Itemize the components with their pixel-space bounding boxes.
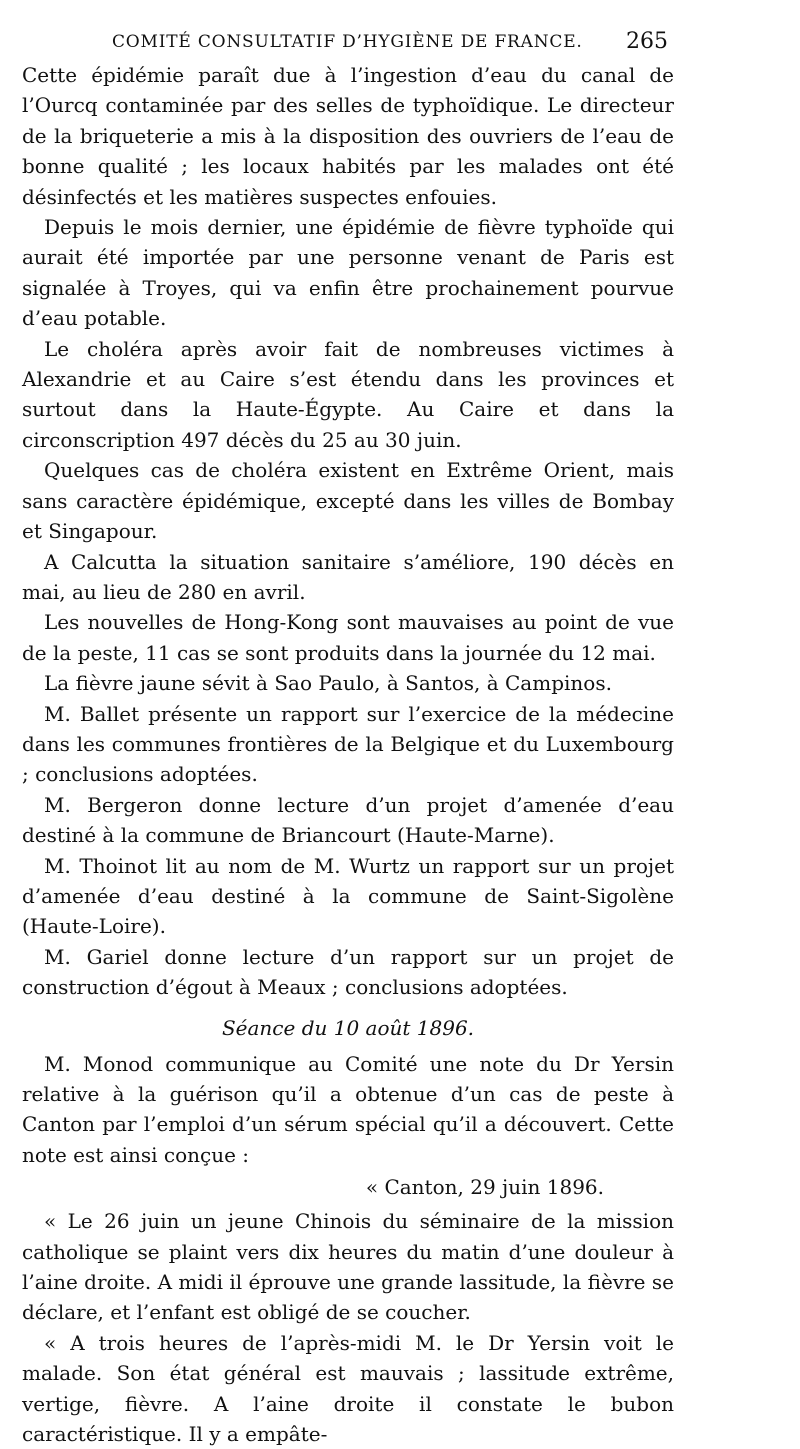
- dateline: « Canton, 29 juin 1896.: [365, 1175, 604, 1200]
- paragraph-hong-kong: Les nouvelles de Hong-Kong sont mauvaises au point de vue de la peste, 11 cas se sont produits dans la journée du 12 mai.: [22, 610, 674, 665]
- paragraph-gariel: M. Gariel donne lecture d’un rapport sur un projet de construction d’égout à Meaux ; conclusions adoptées.: [22, 944, 674, 1000]
- paragraph-ourcq: Cette épidémie paraît due à l’ingestion d’eau du canal de l’Ourcq contaminée par des selles de typhoïdique. Le directeur de la briqueterie a mis à la disposition des ouvriers de l’eau de bonne qualité ; les locaux habités par les malades ont été désinfectés et les matières suspectes enfouies.: [22, 63, 674, 209]
- paragraph-calcutta: A Calcutta la situation sanitaire s’améliore, 190 décès en mai, au lieu de 280 en avril.: [22, 549, 674, 604]
- paragraph-cholera-egypt: Le choléra après avoir fait de nombreuses victimes à Alexandrie et au Caire s’est étendu dans les provinces et surtout dans la Haute-Égypte. Au Caire et dans la circonscription 497 décès du 25 au 30 juin.: [22, 336, 674, 452]
- quote-paragraph-1: « Le 26 juin un jeune Chinois du séminaire de la mission catholique se plaint vers dix heures du matin d’une douleur à l’aine droite. A midi il éprouve une grande lassitude, la fièvre se déclare, et l’enfant est obligé de se coucher.: [22, 1209, 674, 1325]
- paragraph-troyes: Depuis le mois dernier, une épidémie de fièvre typhoïde qui aurait été importée par une personne venant de Paris est signalée à Troyes, qui va enfin être prochainement pourvue d’eau potable.: [22, 215, 674, 331]
- page-number: 265: [626, 29, 668, 54]
- paragraph-ballet: M. Ballet présente un rapport sur l’exercice de la médecine dans les communes frontières de la Belgique et du Luxembourg ; conclusions adoptées.: [22, 701, 674, 787]
- running-title: COMITÉ CONSULTATIF D’HYGIÈNE DE FRANCE.: [112, 32, 583, 52]
- quote-paragraph-2: « A trois heures de l’après-midi M. le Dr Yersin voit le malade. Son état général est mauvais ; lassitude extrême, vertige, fièvre. A l’aine droite il constate le bubon caractéristique. Il y a empâte-: [22, 1330, 674, 1447]
- paragraph-fievre-jaune: La fièvre jaune sévit à Sao Paulo, à Santos, à Campinos.: [44, 671, 612, 696]
- page-header: [0, 29, 800, 62]
- paragraph-cholera-orient: Quelques cas de choléra existent en Extrême Orient, mais sans caractère épidémique, excepté dans les villes de Bombay et Singapour.: [22, 458, 674, 544]
- paragraph-monod: M. Monod communique au Comité une note du Dr Yersin relative à la guérison qu’il a obtenue d’un cas de peste à Canton par l’emploi d’un sérum spécial qu’il a découvert. Cette note est ainsi conçue :: [22, 1051, 674, 1167]
- paragraph-bergeron: M. Bergeron donne lecture d’un projet d’amenée d’eau destiné à la commune de Briancourt (Haute-Marne).: [22, 792, 674, 848]
- paragraph-thoinot: M. Thoinot lit au nom de M. Wurtz un rapport sur un projet d’amenée d’eau destiné à la commune de Saint-Sigolène (Haute-Loire).: [22, 853, 674, 939]
- session-heading: Séance du 10 août 1896.: [221, 1015, 475, 1040]
- page-body: [22, 60, 674, 1449]
